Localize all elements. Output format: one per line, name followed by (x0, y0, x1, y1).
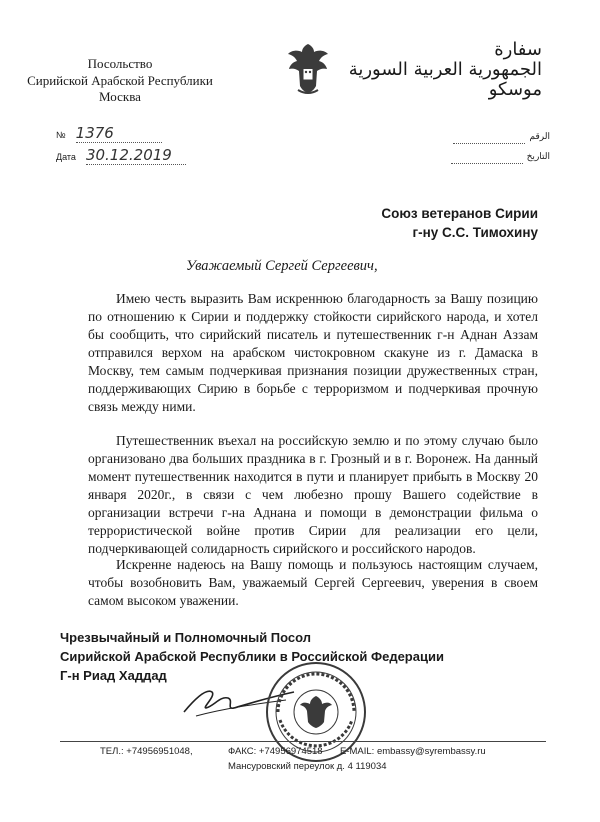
ar-date-label: التاريخ (526, 151, 550, 161)
reference-number-value: 1376 (76, 124, 162, 143)
footer-divider (60, 741, 546, 742)
footer-email: E-MAIL: embassy@syrembassy.ru (340, 746, 486, 757)
ar-number-label: الرقم (529, 131, 550, 141)
addressee-line1: Союз ветеранов Сирии (381, 206, 538, 221)
footer-tel: ТЕЛ.: +74956951048, (100, 746, 193, 757)
reference-date (56, 146, 236, 165)
header-ar-line2: الجمهورية العربية السورية (348, 59, 542, 80)
footer-fax: ФАКС: +74956974518 (228, 746, 323, 757)
body-paragraph-3-text: Искренне надеюсь на Вашу помощь и пользуюсь настоящим случаем, чтобы возобновить Вам, уважаемый Сергей Сергеевич, уверения в своем самом высоком уважении. (88, 557, 538, 608)
reference-date-value: 30.12.2019 (86, 146, 186, 165)
header-ar-line1: سفارة (494, 39, 542, 60)
footer-address: Мансуровский переулок д. 4 119034 (228, 761, 387, 772)
body-paragraph-2-text: Путешественник въехал на российскую землю и по этому случаю было организовано два больших праздника в г. Грозный и в г. Воронеж. На данный момент путешественник находится в пути и планирует прибыть в Москву 20 января 2020г., в связи с чем любезно прошу Вашего содействие в организации встречи г-на Аднана и помощи в демонстрации фильма о террористической войне против Сирии для реализации его цели, подчеркивающей солидарность сирийского и российского народов. (88, 433, 538, 556)
body-paragraph-1 (88, 290, 538, 416)
body-paragraph-2 (88, 432, 538, 558)
signature-title: Чрезвычайный и Полномочный Посол (60, 630, 312, 645)
addressee-line2: г-ну С.С. Тимохину (412, 225, 538, 240)
syria-eagle-emblem-icon (286, 40, 330, 98)
signature-name: Г-н Риад Хаддад (60, 668, 167, 683)
header-russian (20, 56, 220, 106)
header-ru-line3: Москва (99, 89, 141, 104)
body-paragraph-1-text: Имею честь выразить Вам искреннюю благодарность за Вашу позицию по отношению к Сирии и поддержку стойкости сирийского народа, и хотел бы сообщить, что сирийский писатель и путешественник г-н Аднан Аззам отправился верхом на арабском чистокровном скакуне из г. Дамаска в Москву, тем самым подчеркивая признания позиции дружественных стран, поддерживающих Сирию в борьбе с терроризмом и подчеркивая прочную связь между ними. (88, 291, 538, 414)
ar-date-line (440, 146, 550, 164)
ar-number-line (440, 126, 550, 144)
header-ru-line2: Сирийской Арабской Республики (27, 72, 213, 88)
signature-block (60, 628, 444, 685)
header-ru-line1: Посольство (87, 56, 153, 71)
reference-date-label: Дата (56, 152, 76, 162)
header-ar-line3: موسكو (488, 79, 542, 100)
salutation: Уважаемый Сергей Сергеевич, (186, 258, 378, 274)
reference-number-label: № (56, 130, 66, 140)
signature-country: Сирийской Арабской Республики в Российской Федерации (60, 649, 444, 664)
body-paragraph-3 (88, 556, 538, 610)
header-arabic (342, 40, 542, 100)
reference-number (56, 124, 216, 143)
